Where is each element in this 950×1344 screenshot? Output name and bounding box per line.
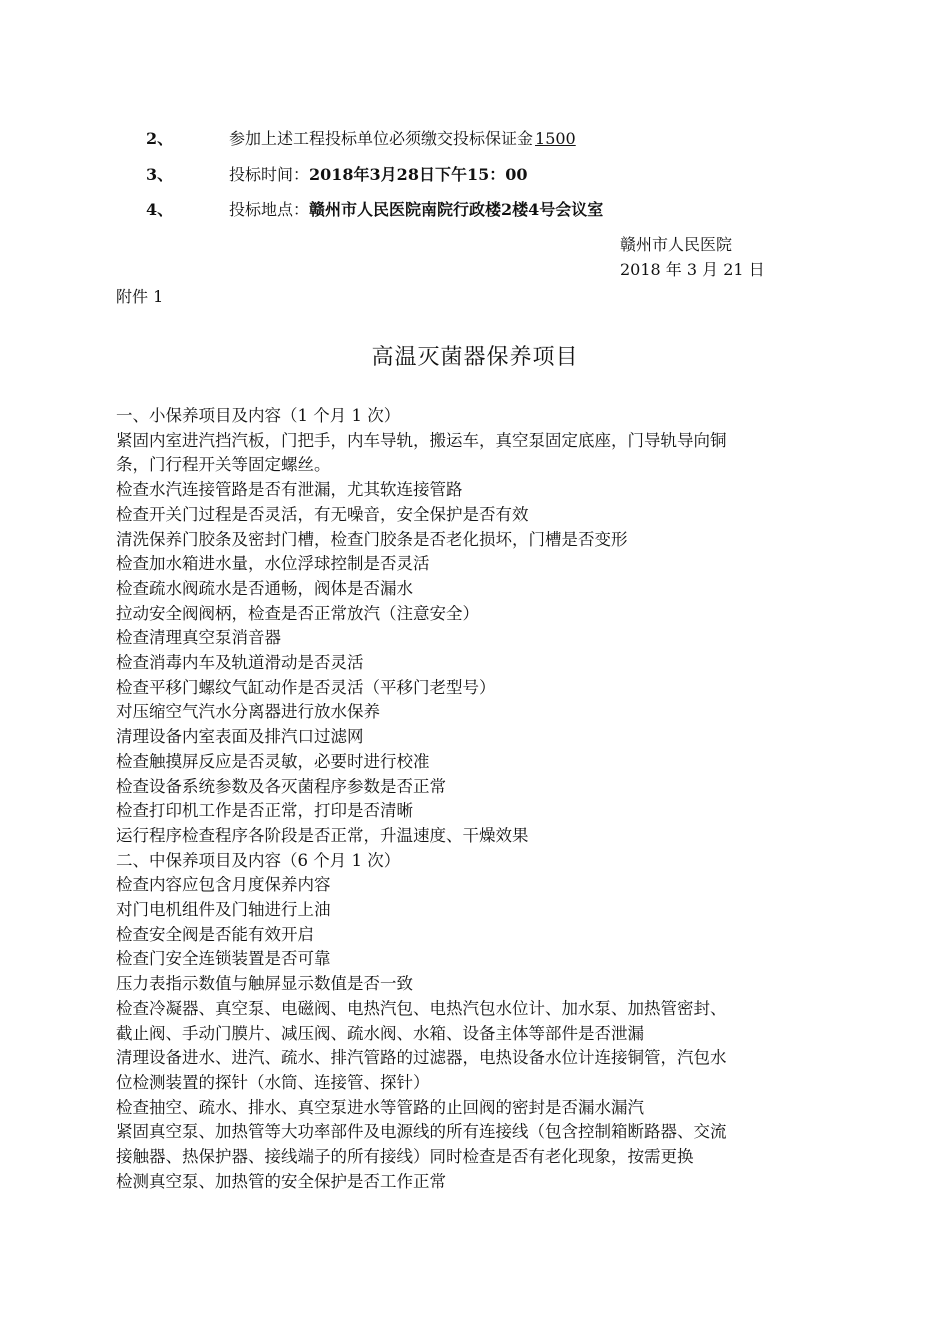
bid-time-label: 投标时间： [229,165,310,184]
list-item: 检查平移门螺纹气缸动作是否灵活（平移门老型号） [116,677,496,697]
list-item: 清洗保养门胶条及密封门槽，检查门胶条是否老化损坏，门槽是否变形 [116,529,628,549]
list-item: 检查冷凝器、真空泵、电磁阀、电热汽包、电热汽包水位计、加水泵、加热管密封、 [116,998,727,1018]
list-item: 检查安全阀是否能有效开启 [116,924,314,944]
bid-time-value: 2018年3月28日下午15：00 [309,165,528,184]
list-item: 检查内容应包含月度保养内容 [116,875,331,895]
section-heading: 二、中保养项目及内容（6 个月 1 次） [116,850,401,870]
list-item: 检查打印机工作是否正常，打印是否清晰 [116,801,413,821]
list-item: 对压缩空气汽水分离器进行放水保养 [116,702,380,722]
list-item: 检查开关门过程是否灵活，有无噪音，安全保护是否有效 [116,504,529,524]
item-number: 4、 [146,200,174,219]
item-bid-time [0,160,950,190]
list-item: 清理设备内室表面及排汽口过滤网 [116,727,364,747]
maintenance-items-list [116,404,828,1195]
list-item: 检测真空泵、加热管的安全保护是否工作正常 [116,1171,446,1191]
list-item: 检查水汽连接管路是否有泄漏，尤其软连接管路 [116,480,463,500]
list-item: 位检测装置的探针（水筒、连接管、探针） [116,1072,430,1092]
signature-date: 2018 年 3 月 21 日 [620,260,765,279]
list-item: 检查清理真空泵消音器 [116,628,281,648]
list-item: 运行程序检查程序各阶段是否正常，升温速度、干燥效果 [116,825,529,845]
bid-location-value: 赣州市人民医院南院行政楼2楼4号会议室 [309,200,604,219]
list-item: 压力表指示数值与触屏显示数值是否一致 [116,974,413,994]
list-item: 检查消毒内车及轨道滑动是否灵活 [116,653,364,673]
item-deposit [0,124,950,154]
list-item: 紧固真空泵、加热管等大功率部件及电源线的所有连接线（包含控制箱断路器、交流 [116,1122,727,1142]
list-item: 检查抽空、疏水、排水、真空泵进水等管路的止回阀的密封是否漏水漏汽 [116,1097,644,1117]
list-item: 截止阀、手动门膜片、减压阀、疏水阀、水箱、设备主体等部件是否泄漏 [116,1023,644,1043]
section-heading: 一、小保养项目及内容（1 个月 1 次） [116,406,401,425]
list-item: 检查触摸屏反应是否灵敏，必要时进行校准 [116,751,430,771]
list-item: 接触器、热保护器、接线端子的所有接线）同时检查是否有老化现象，按需更换 [116,1147,694,1167]
list-item: 清理设备进水、进汽、疏水、排汽管路的过滤器，电热设备水位计连接铜管，汽包水 [116,1048,727,1068]
page-title: 高温灭菌器保养项目 [371,345,579,370]
item-number: 2、 [146,129,174,148]
list-item: 检查疏水阀疏水是否通畅，阀体是否漏水 [116,578,413,598]
deposit-text: 参加上述工程投标单位必须缴交投标保证金 [229,129,534,148]
list-item: 检查门安全连锁装置是否可靠 [116,949,331,969]
item-number: 3、 [146,165,174,184]
list-item: 对门电机组件及门轴进行上油 [116,900,331,920]
list-item: 条，门行程开关等固定螺丝。 [116,455,331,475]
item-bid-location [0,195,950,225]
list-item: 检查设备系统参数及各灭菌程序参数是否正常 [116,776,446,796]
list-item: 检查加水箱进水量，水位浮球控制是否灵活 [116,554,430,574]
bid-location-label: 投标地点： [229,200,310,219]
list-item: 紧固内室进汽挡汽板，门把手，内车导轨，搬运车，真空泵固定底座，门导轨导向铜 [116,430,727,450]
deposit-amount: 1500 [535,129,576,148]
attachment-label: 附件 1 [116,287,164,306]
signature-org: 赣州市人民医院 [620,235,733,254]
list-item: 拉动安全阀阀柄，检查是否正常放汽（注意安全） [116,603,479,623]
